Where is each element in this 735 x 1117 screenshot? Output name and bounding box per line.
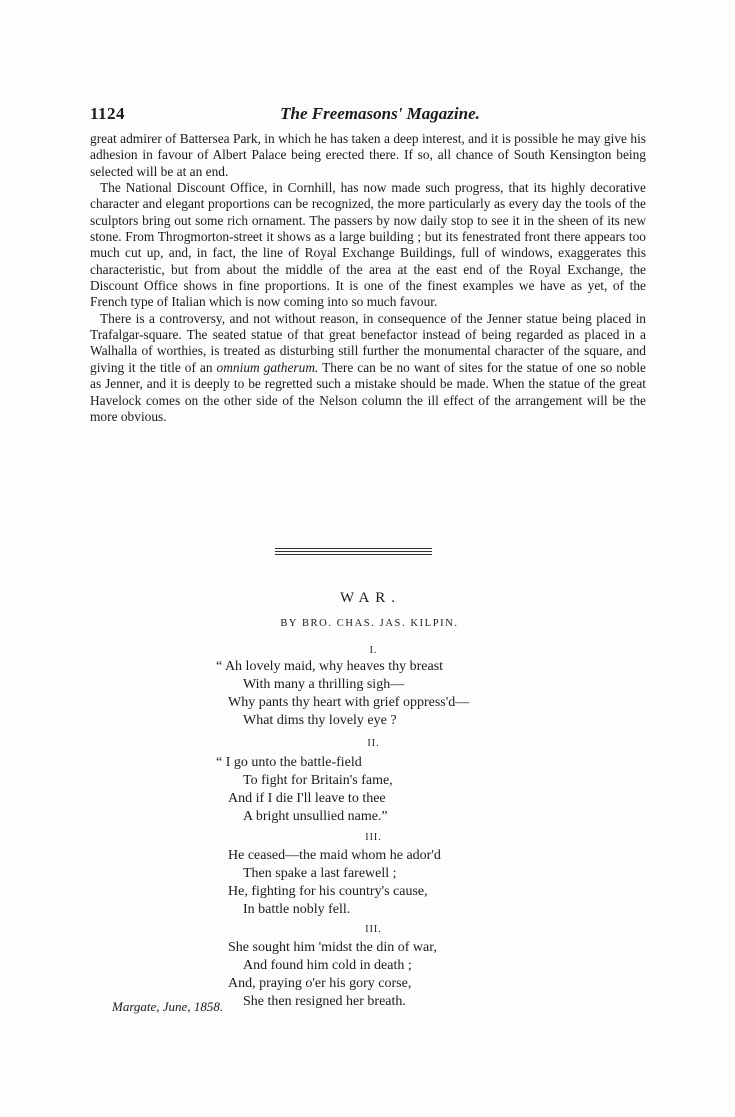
poem-line: Why pants thy heart with grief oppress'd— [228, 695, 470, 710]
page-header [90, 104, 650, 128]
poem-line: She then resigned her breath. [243, 994, 406, 1009]
poem-line: With many a thrilling sigh— [243, 677, 405, 692]
paragraph-3-text: There is a controversy, and not without reason, in consequence of the Jenner statue being placed in Trafalgar-square. The seated statue of that great benefactor instead of being regarded as placed in a Walhalla of worthies, is treated as disturbing still further the monumental character of the square, and giving it the title of an [90, 310, 646, 375]
poem-line: “ Ah lovely maid, why heaves thy breast [216, 659, 444, 674]
poem-dateline: Margate, June, 1858. [112, 999, 224, 1014]
poem-line: And found him cold in death ; [243, 958, 412, 973]
poem-byline: BY BRO. CHAS. JAS. KILPIN. [280, 618, 459, 629]
divider-rule [275, 554, 432, 555]
paragraph-3-text-end: There can be no want of sites for the statue of one so noble as Jenner, and it is deeply to be regretted such a mistake should be made. When the statue of the great Havelock comes on the other side of the Nelson column the ill effect of the arrangement will be the more obvious. [90, 359, 646, 424]
stanza-number: III. [365, 832, 382, 843]
poem-line: To fight for Britain's fame, [243, 773, 393, 788]
page-number: 1124 [90, 104, 126, 123]
paragraph-3 [90, 311, 646, 425]
poem-line: What dims thy lovely eye ? [243, 713, 397, 728]
paragraph-2: The National Discount Office, in Cornhill, has now made such progress, that its highly decorative character and elegant proportions can be recognized, the more particularly as every day the tools of the sculptors bring out some rich ornament. The passers by now daily stop to see it in the sheen of its new stone. From Throgmorton-street it shows as a large building ; but its fenestrated front there appears too much cut up, and, in fact, the line of Royal Exchange Buildings, full of windows, exaggerates this characteristic, but from about the middle of the area at the east end of the Royal Exchange, the Discount Office shows in fine proportions. It is one of the finest examples we have as yet, of the French type of Italian which is now coming into so much favour. [90, 180, 646, 310]
poem-title: WAR. [339, 590, 402, 606]
poem-line: In battle nobly fell. [243, 902, 351, 917]
paragraph-3-italic: omnium gatherum. [216, 359, 319, 375]
poem-line: Then spake a last farewell ; [243, 866, 397, 881]
section-divider [275, 548, 432, 557]
running-title: The Freemasons' Magazine. [280, 104, 480, 123]
poem-line: And if I die I'll leave to thee [228, 791, 386, 806]
poem-line: A bright unsullied name.” [243, 809, 388, 824]
poem-line: He, fighting for his country's cause, [228, 884, 428, 899]
paragraph-1: great admirer of Battersea Park, in which he has taken a deep interest, and it is possible he may give his adhesion in favour of Albert Palace being erected there. If so, all chance of South Kensington being selected will be at an end. [90, 131, 646, 179]
poem-line: She sought him 'midst the din of war, [228, 940, 437, 955]
poem-line: And, praying o'er his gory corse, [228, 976, 412, 991]
divider-rule [275, 551, 432, 552]
divider-rule [275, 548, 432, 549]
poem-line: “ I go unto the battle-field [216, 755, 362, 770]
stanza-number: III. [365, 924, 382, 935]
stanza-number: I. [369, 645, 378, 656]
stanza-number: II. [367, 738, 380, 749]
article-text [90, 131, 646, 425]
poem-line: He ceased—the maid whom he ador'd [228, 848, 441, 863]
